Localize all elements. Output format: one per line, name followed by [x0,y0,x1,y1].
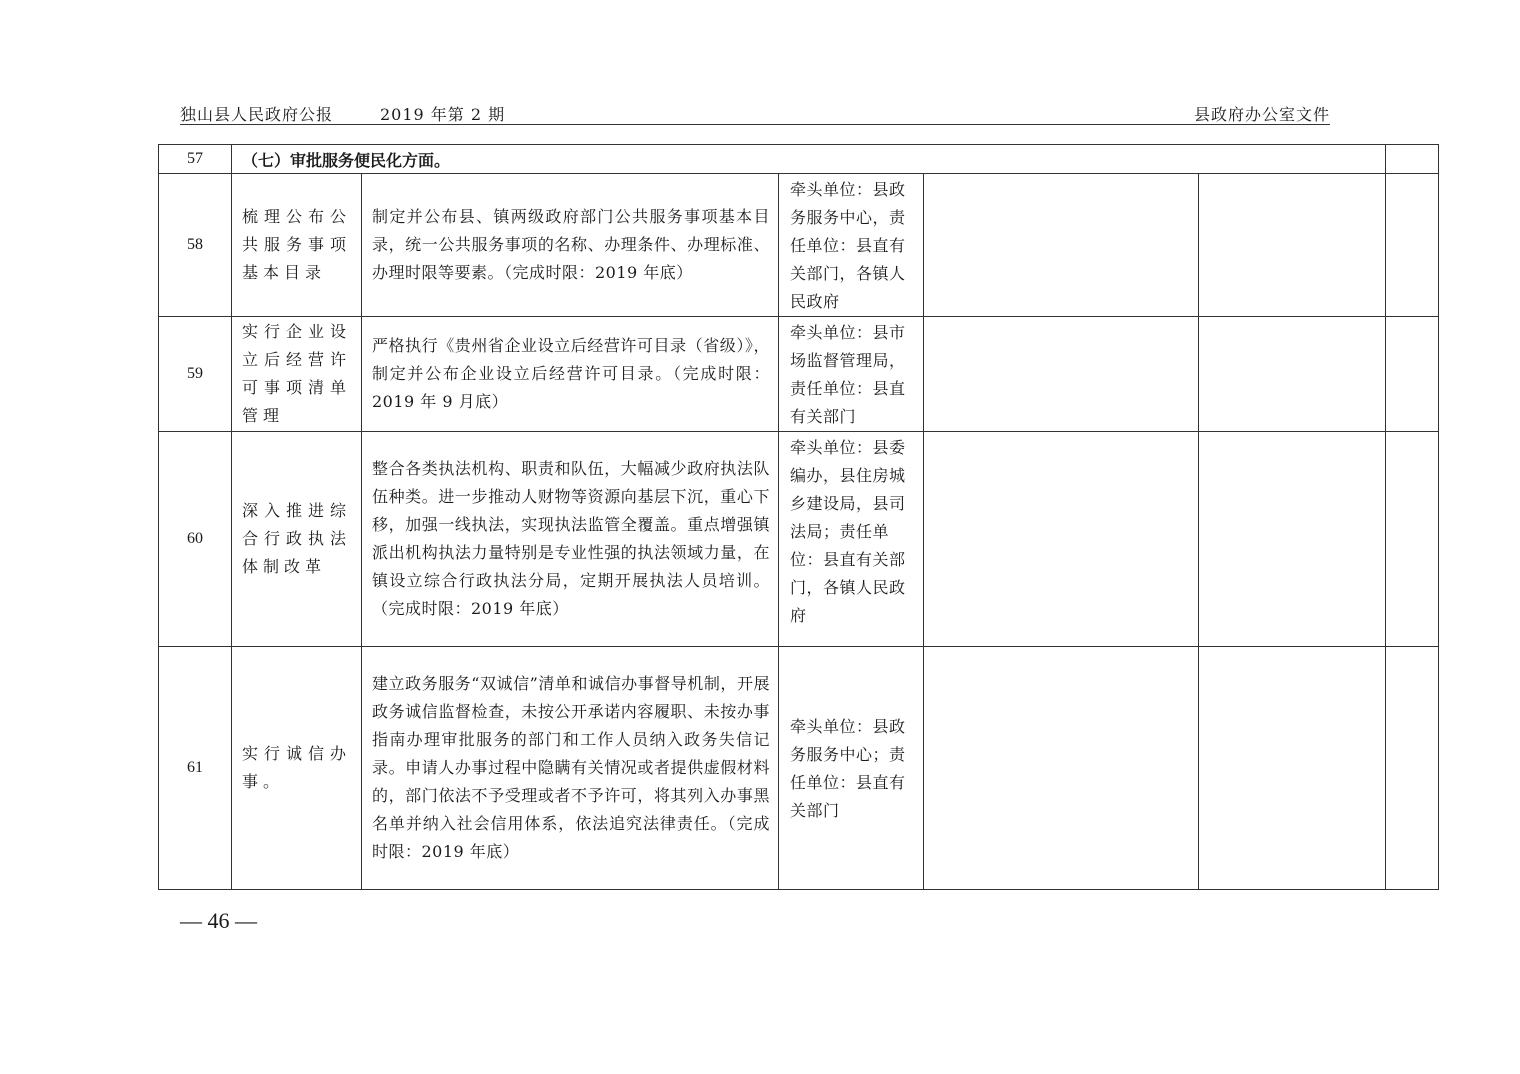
row-number: 57 [159,145,232,174]
empty-cell [924,647,1199,890]
section-heading: （七）审批服务便民化方面。 [232,145,1386,174]
task-description: 制定并公布县、镇两级政府部门公共服务事项基本目录，统一公共服务事项的名称、办理条件、办理标准、办理时限等要素。（完成时限：2019 年底） [362,174,779,317]
task-name: 实行企业设立后经营许可事项清单管理 [232,317,362,432]
table-row [159,317,1439,432]
page-number: — 46 — [180,908,257,933]
row-number: 61 [159,647,232,890]
task-description: 严格执行《贵州省企业设立后经营许可目录（省级）》，制定并公布企业设立后经营许可目录。（完成时限：2019 年 9 月底） [362,317,779,432]
empty-cell [924,432,1199,647]
task-name: 实行诚信办事。 [232,647,362,890]
row-number: 60 [159,432,232,647]
empty-cell [1386,647,1439,890]
task-table [158,144,1439,890]
section-title: 县政府办公室文件 [1193,105,1330,124]
responsible-units: 牵头单位：县政务服务中心，责任单位：县直有关部门，各镇人民政府 [779,174,924,317]
section-row [159,145,1439,174]
empty-cell [1386,432,1439,647]
empty-cell [1386,174,1439,317]
empty-cell [924,317,1199,432]
empty-cell [1199,174,1386,317]
empty-cell [924,174,1199,317]
empty-cell [1199,647,1386,890]
table-row [159,174,1439,317]
task-description: 建立政务服务“双诚信”清单和诚信办事督导机制，开展政务诚信监督检查，未按公开承诺内容履职、未按办事指南办理审批服务的部门和工作人员纳入政务失信记录。申请人办事过程中隐瞒有关情况或者提供虚假材料的，部门依法不予受理或者不予许可，将其列入办事黑名单并纳入社会信用体系，依法追究法律责任。（完成时限：2019 年底） [362,647,779,890]
responsible-units: 牵头单位：县委编办，县住房城乡建设局，县司法局；责任单位：县直有关部门，各镇人民政府 [779,432,924,647]
task-name: 深入推进综合行政执法体制改革 [232,432,362,647]
empty-cell [1386,145,1439,174]
table-row [159,432,1439,647]
row-number: 59 [159,317,232,432]
task-name: 梳理公布公共服务事项基本目录 [232,174,362,317]
task-description: 整合各类执法机构、职责和队伍，大幅减少政府执法队伍种类。进一步推动人财物等资源向基层下沉，重心下移，加强一线执法，实现执法监管全覆盖。重点增强镇派出机构执法力量特别是专业性强的执法领域力量，在镇设立综合行政执法分局，定期开展执法人员培训。（完成时限：2019 年底） [362,432,779,647]
empty-cell [1199,317,1386,432]
empty-cell [1199,432,1386,647]
table-row [159,647,1439,890]
empty-cell [1386,317,1439,432]
page-header [180,104,1330,126]
issue-number: 2019 年第 2 期 [380,105,506,124]
row-number: 58 [159,174,232,317]
responsible-units: 牵头单位：县政务服务中心；责任单位：县直有关部门 [779,647,924,890]
responsible-units: 牵头单位：县市场监督管理局，责任单位：县直有关部门 [779,317,924,432]
publication-title: 独山县人民政府公报 [180,105,334,124]
header-rule [180,124,1330,125]
